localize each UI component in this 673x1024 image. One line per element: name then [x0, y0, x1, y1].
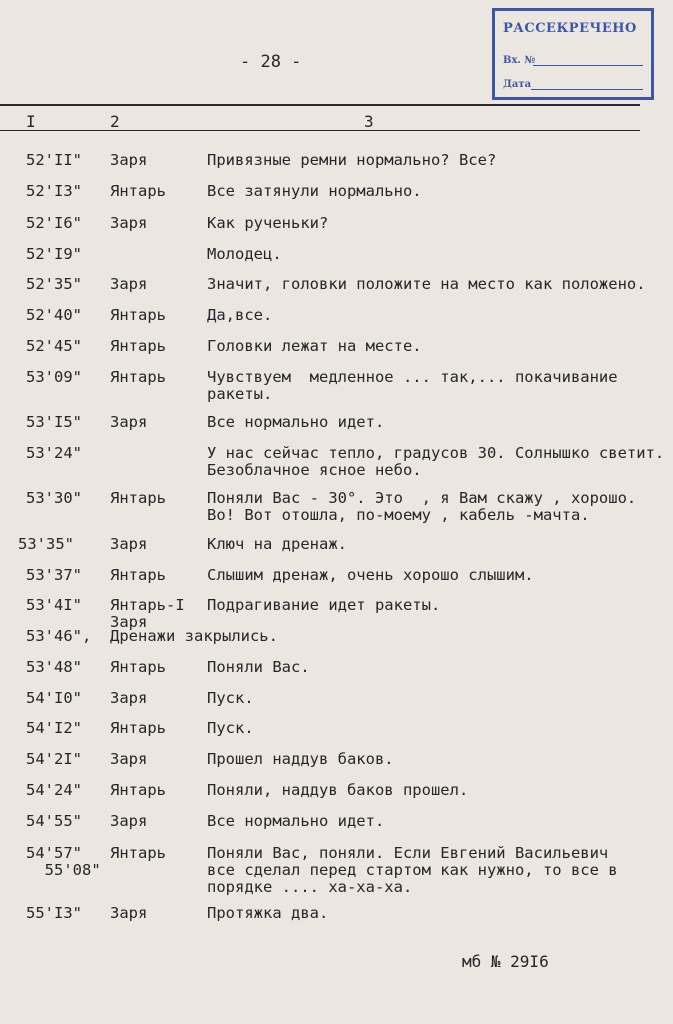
row-time: 53'I5" [26, 413, 82, 431]
row-speaker: Заря [110, 535, 148, 553]
row-text: Поняли Вас, поняли. Если Евгений Васильевич все сделал перед стартом как нужно, то все в порядке .... ха-ха-ха. [207, 844, 618, 896]
row-text: Поняли, наддув баков прошел. [207, 781, 469, 799]
row-speaker: Заря [110, 750, 148, 768]
row-time: 54'I2" [26, 719, 82, 737]
row-time: 52'I6" [26, 214, 82, 232]
row-text: Поняли Вас. [207, 658, 310, 676]
row-text: Да,все. [207, 306, 273, 324]
row-speaker: Заря [110, 214, 148, 232]
row-speaker: Заря [110, 151, 148, 169]
row-text: Головки лежат на месте. [207, 337, 422, 355]
row-text: У нас сейчас тепло, градусов 30. Солнышко светит. Безоблачное ясное небо. [207, 444, 665, 479]
row-speaker: Янтарь [110, 368, 166, 386]
row-text: Протяжка два. [207, 904, 329, 922]
row-text: Все нормально идет. [207, 413, 385, 431]
row-time: 54'24" [26, 781, 82, 799]
row-time: 52'45" [26, 337, 82, 355]
row-text: Пуск. [207, 689, 254, 707]
row-text: Ключ на дренаж. [207, 535, 347, 553]
row-speaker: Янтарь [110, 781, 166, 799]
row-speaker: Заря [110, 689, 148, 707]
row-speaker: Янтарь [110, 489, 166, 507]
page-number: - 28 - [240, 52, 302, 72]
row-text: Как рученьки? [207, 214, 329, 232]
column-header-2: 2 [110, 112, 120, 131]
row-speaker: Заря [110, 275, 148, 293]
column-header-1: I [26, 112, 36, 131]
row-speaker: Заря [110, 413, 148, 431]
row-time: 54'55" [26, 812, 82, 830]
row-time: 53'35" [18, 535, 74, 553]
row-time: 52'I3" [26, 182, 82, 200]
declassified-stamp [492, 8, 654, 100]
row-speaker: Янтарь [110, 337, 166, 355]
row-text: Все затянули нормально. [207, 182, 422, 200]
row-time: 53'24" [26, 444, 82, 462]
row-time: 54'2I" [26, 750, 82, 768]
row-text: Слышим дренаж, очень хорошо слышим. [207, 566, 534, 584]
stamp-date-label: Дата [503, 79, 532, 90]
header-top-rule [0, 104, 640, 106]
stamp-incoming-line [503, 55, 535, 66]
row-speaker: Янтарь [110, 844, 166, 862]
row-time: 53'37" [26, 566, 82, 584]
row-text: Поняли Вас - 30°. Это , я Вам скажу , хорошо. Во! Вот отошла, по-моему , кабель -мачта. [207, 489, 637, 524]
row-text: Прошел наддув баков. [207, 750, 394, 768]
row-time: 53'09" [26, 368, 82, 386]
row-speaker: Янтарь [110, 658, 166, 676]
row-time: 53'30" [26, 489, 82, 507]
row-speaker: Янтарь [110, 566, 166, 584]
column-header-3: 3 [364, 112, 374, 131]
row-speaker: Заря [110, 904, 148, 922]
row-time: 52'35" [26, 275, 82, 293]
row-time: 53'48" [26, 658, 82, 676]
row-time: 54'I0" [26, 689, 82, 707]
row-text: Подрагивание идет ракеты. [207, 596, 441, 614]
row-text: Пуск. [207, 719, 254, 737]
row-speaker: Заря [110, 812, 148, 830]
row-speaker: Янтарь [110, 719, 166, 737]
row-text: Все нормально идет. [207, 812, 385, 830]
row-time: 55'I3" [26, 904, 82, 922]
stamp-incoming-rule [533, 65, 643, 66]
stamp-date-line [503, 79, 531, 90]
row-time: 52'40" [26, 306, 82, 324]
stamp-date-rule [531, 89, 643, 90]
stamp-title: РАССЕКРЕЧЕНО [503, 21, 637, 36]
row-text: Значит, головки положите на место как положено. [207, 275, 646, 293]
row-time: 53'46", [26, 627, 92, 645]
row-time: 54'57" 55'08" [26, 844, 101, 879]
row-text: Привязные ремни нормально? Все? [207, 151, 497, 169]
row-speaker: Янтарь [110, 306, 166, 324]
row-speaker: Янтарь-I Заря [110, 596, 185, 631]
footer-archive-number: мб № 29I6 [462, 952, 549, 971]
row-speaker: Дренажи закрылись. [110, 627, 278, 645]
row-time: 52'I9" [26, 245, 82, 263]
row-text: Чувствуем медленное ... так,... покачивание ракеты. [207, 368, 618, 403]
stamp-incoming-label: Вх. № [503, 55, 536, 66]
header-bottom-rule [0, 130, 640, 131]
row-time: 52'II" [26, 151, 82, 169]
row-speaker: Янтарь [110, 182, 166, 200]
row-text: Молодец. [207, 245, 282, 263]
row-time: 53'4I" [26, 596, 82, 614]
